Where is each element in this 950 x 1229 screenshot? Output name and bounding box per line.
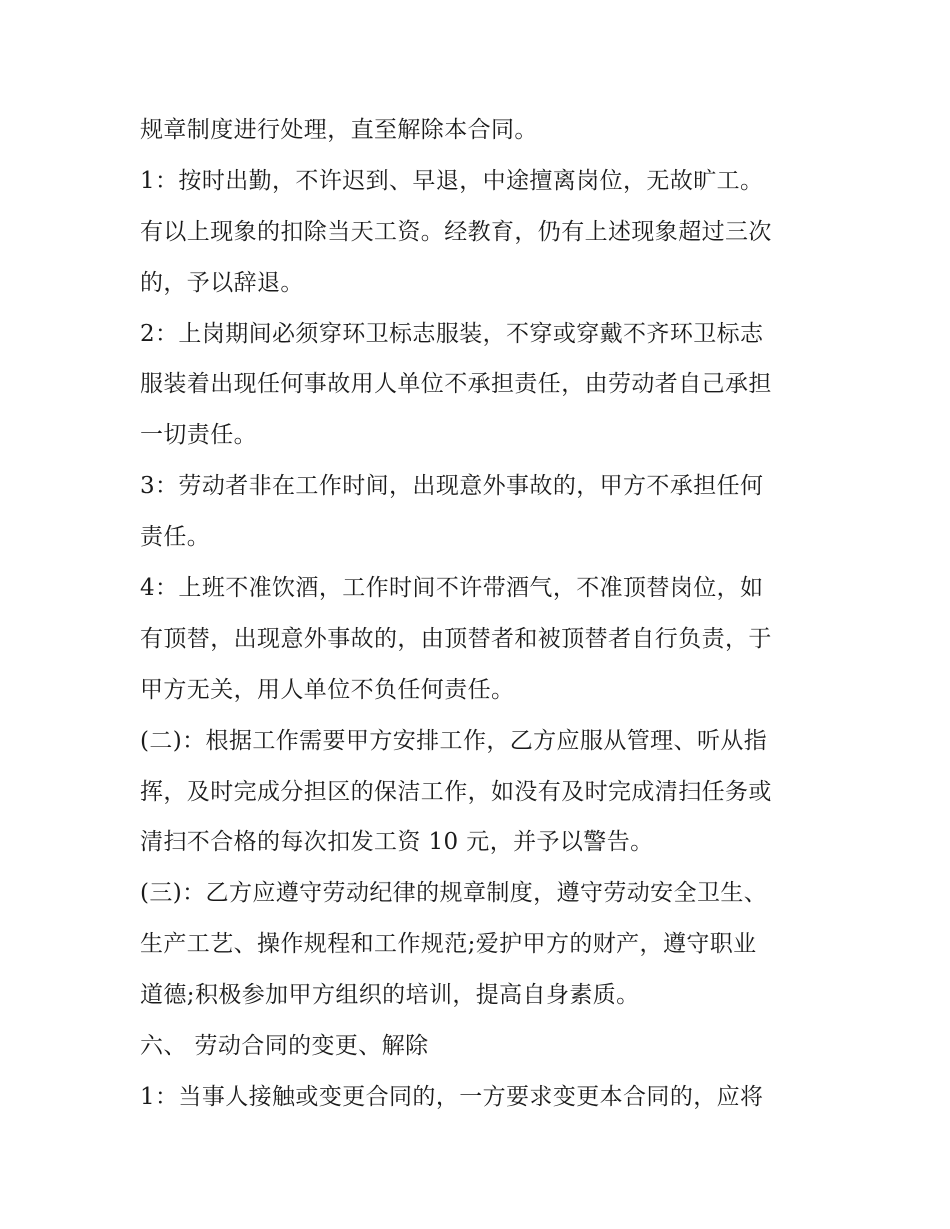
text-line-2: 1：按时出勤，不许迟到、早退，中途擅离岗位，无故旷工。 — [140, 167, 764, 194]
text-line-11: 有顶替，出现意外事故的，由顶替者和被顶替者自行负责，于 — [140, 625, 772, 652]
text-line-16: (三)：乙方应遵守劳动纪律的规章制度，遵守劳动安全卫生、 — [140, 880, 768, 907]
text-line-17: 生产工艺、操作规程和工作规范;爱护甲方的财产，遵守职业 — [140, 931, 757, 958]
text-line-8: 3：劳动者非在工作时间，出现意外事故的，甲方不承担任何 — [140, 473, 764, 500]
text-line-4: 的，予以辞退。 — [140, 269, 304, 296]
text-line-5: 2：上岗期间必须穿环卫标志服装，不穿或穿戴不齐环卫标志 — [140, 320, 764, 347]
text-line-15: 清扫不合格的每次扣发工资 10 元，并予以警告。 — [140, 829, 654, 856]
section-heading: 六、 劳动合同的变更、解除 — [140, 1033, 429, 1060]
document-body — [140, 105, 830, 1123]
text-line-3: 有以上现象的扣除当天工资。经教育，仍有上述现象超过三次 — [140, 218, 772, 245]
text-line-1: 规章制度进行处理，直至解除本合同。 — [140, 117, 538, 143]
text-line-18: 道德;积极参加甲方组织的培训，提高自身素质。 — [140, 982, 640, 1009]
text-line-7: 一切责任。 — [140, 422, 257, 449]
text-line-13: (二)：根据工作需要甲方安排工作，乙方应服从管理、听从指 — [140, 727, 768, 754]
text-line-20: 1：当事人接触或变更合同的，一方要求变更本合同的，应将 — [140, 1083, 764, 1110]
text-line-9: 责任。 — [140, 524, 211, 551]
text-line-6: 服装着出现任何事故用人单位不承担责任，由劳动者自己承担 — [140, 371, 772, 398]
text-line-12: 甲方无关，用人单位不负任何责任。 — [140, 676, 515, 703]
text-line-14: 挥，及时完成分担区的保洁工作，如没有及时完成清扫任务或 — [140, 778, 772, 805]
text-line-10: 4：上班不准饮酒，工作时间不许带酒气，不准顶替岗位，如 — [140, 575, 764, 602]
